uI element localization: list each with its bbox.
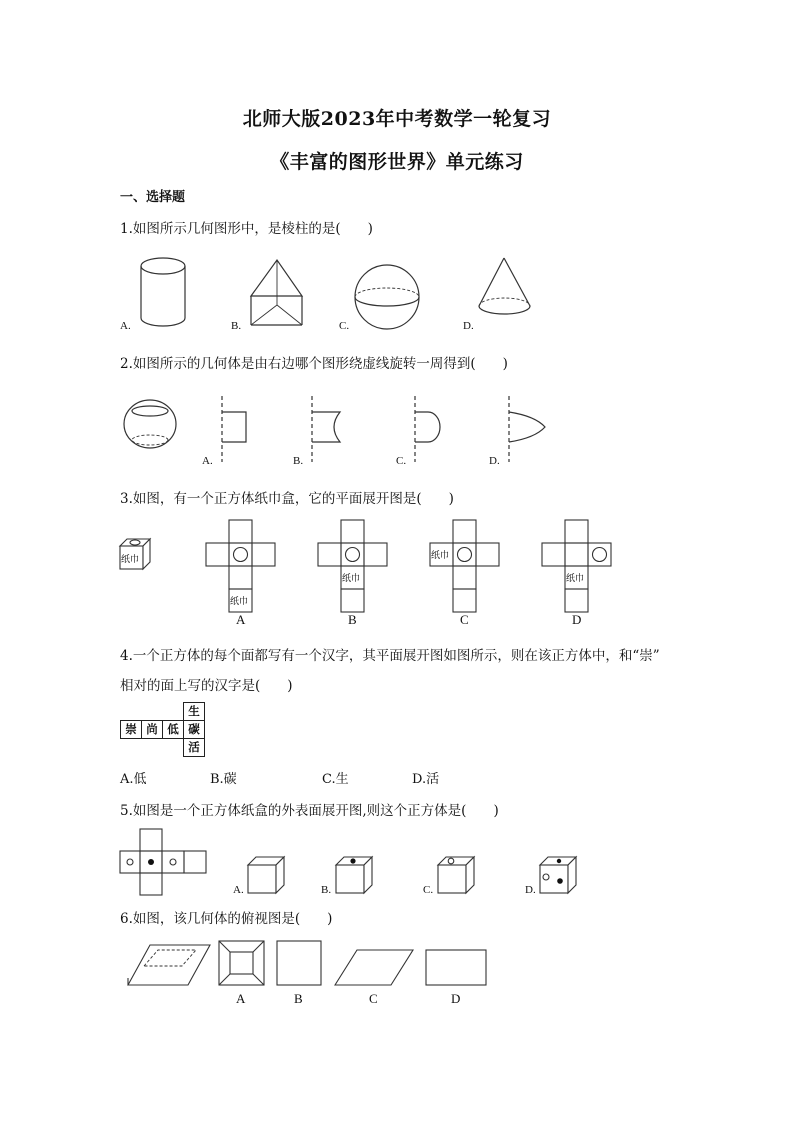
- net-a-label: 纸巾: [230, 597, 249, 607]
- q2-option-a: A.: [202, 455, 213, 467]
- page-subtitle: 《丰富的图形世界》单元练习: [270, 151, 524, 173]
- q3-option-a: A: [236, 612, 246, 627]
- page-title: 北师大版2023年中考数学一轮复习: [242, 108, 552, 130]
- net-cell-sheng: 生: [183, 702, 205, 721]
- q4-option-a: A.低: [120, 772, 147, 787]
- net-c-label: 纸巾: [431, 551, 450, 561]
- question-6-text: 6.如图，该几何体的俯视图是( ): [120, 911, 333, 927]
- net-cell-huo: 活: [183, 738, 205, 757]
- q2-option-d: D.: [489, 455, 500, 467]
- net-d-label: 纸巾: [566, 574, 585, 584]
- q4-option-c: C.生: [322, 772, 349, 787]
- q6-option-b: B: [294, 991, 303, 1006]
- q6-option-d-shape: [426, 950, 486, 985]
- question-3-text: 3.如图，有一个正方体纸巾盒，它的平面展开图是( ): [120, 491, 454, 507]
- q6-option-a: A: [236, 991, 246, 1006]
- question-5-text: 5.如图是一个正方体纸盒的外表面展开图,则这个正方体是( ): [120, 803, 499, 819]
- q3-option-b: B: [348, 612, 357, 627]
- tissue-box-label: 纸巾: [121, 555, 140, 565]
- question-1-text: 1.如图所示几何图形中，是棱柱的是( ): [120, 221, 373, 237]
- q6-option-b-shape: [277, 941, 321, 985]
- net-cell-di: 低: [162, 720, 184, 739]
- net-cell-shang: 尚: [141, 720, 163, 739]
- q6-option-d: D: [451, 991, 461, 1006]
- q6-option-c: C: [369, 991, 378, 1006]
- question-2-text: 2.如图所示的几何体是由右边哪个图形绕虚线旋转一周得到( ): [120, 356, 508, 372]
- q3-option-c: C: [460, 612, 469, 627]
- q1-option-a: A.: [120, 320, 131, 332]
- section-heading: 一、选择题: [120, 190, 186, 205]
- q2-option-b: B.: [293, 455, 304, 467]
- question-4-text-line2: 相对的面上写的汉字是( ): [120, 678, 293, 694]
- net-b-label: 纸巾: [342, 574, 361, 584]
- q3-option-d: D: [572, 612, 582, 627]
- q5-option-c: C.: [423, 884, 434, 896]
- net-cell-chong: 崇: [120, 720, 142, 739]
- q5-option-b: B.: [321, 884, 332, 896]
- net-cell-tan: 碳: [183, 720, 205, 739]
- q1-option-d: D.: [463, 320, 474, 332]
- q2-option-c: C.: [396, 455, 407, 467]
- q1-option-c: C.: [339, 320, 350, 332]
- frustum-solid-figure: [128, 945, 210, 985]
- q5-option-a: A.: [233, 884, 244, 896]
- q4-option-b: B.碳: [210, 772, 237, 787]
- question-4-text-line1: 4.一个正方体的每个面都写有一个汉字，其平面展开图如图所示，则在该正方体中，和“崇”: [120, 648, 660, 664]
- q4-option-d: D.活: [412, 772, 440, 787]
- q1-option-b: B.: [231, 320, 242, 332]
- q6-option-a-shape: [219, 941, 264, 985]
- q5-option-d: D.: [525, 884, 536, 896]
- q6-option-c-shape: [335, 950, 413, 985]
